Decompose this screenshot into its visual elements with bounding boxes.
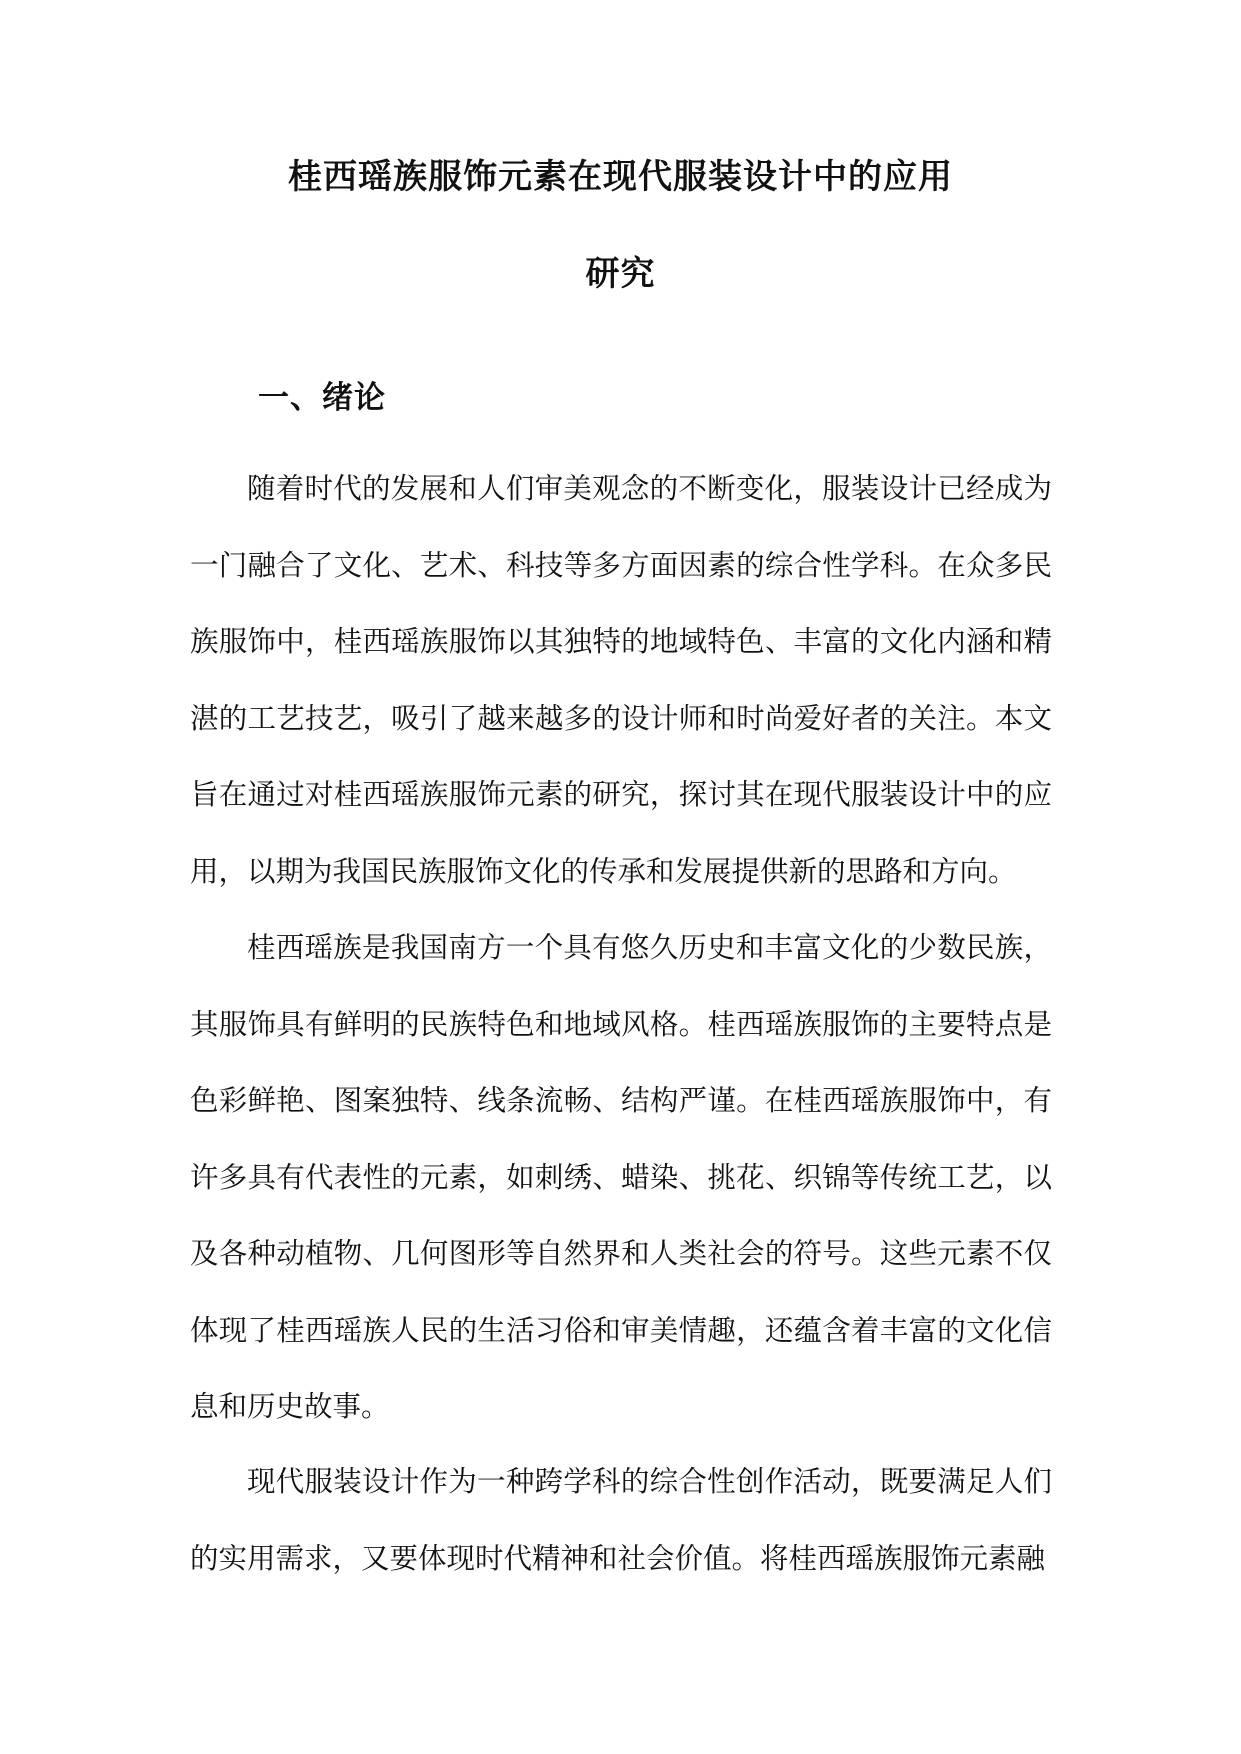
body-paragraph-2: 桂西瑶族是我国南方一个具有悠久历史和丰富文化的少数民族，其服饰具有鲜明的民族特色和地域风格。桂西瑶族服饰的主要特点是色彩鲜艳、图案独特、线条流畅、结构严谨。在桂西瑶族服饰中，有许多具有代表性的元素，如刺绣、蜡染、挑花、织锦等传统工艺，以及各种动植物、几何图形等自然界和人类社会的符号。这些元素不仅体现了桂西瑶族人民的生活习俗和审美情趣，还蕴含着丰富的文化信息和历史故事。 — [190, 931, 1052, 1423]
document-title-line-2: 研究 — [585, 254, 656, 294]
document-title-line-1: 桂西瑶族服饰元素在现代服装设计中的应用 — [288, 157, 953, 197]
section-heading-introduction: 一、绪论 — [258, 380, 386, 416]
body-paragraph-3: 现代服装设计作为一种跨学科的综合性创作活动，既要满足人们的实用需求，又要体现时代精神和社会价值。将桂西瑶族服饰元素融 — [190, 1465, 1052, 1575]
body-paragraph-1: 随着时代的发展和人们审美观念的不断变化，服装设计已经成为一门融合了文化、艺术、科技等多方面因素的综合性学科。在众多民族服饰中，桂西瑶族服饰以其独特的地域特色、丰富的文化内涵和精湛的工艺技艺，吸引了越来越多的设计师和时尚爱好者的关注。本文旨在通过对桂西瑶族服饰元素的研究，探讨其在现代服装设计中的应用，以期为我国民族服饰文化的传承和发展提供新的思路和方向。 — [190, 472, 1052, 888]
